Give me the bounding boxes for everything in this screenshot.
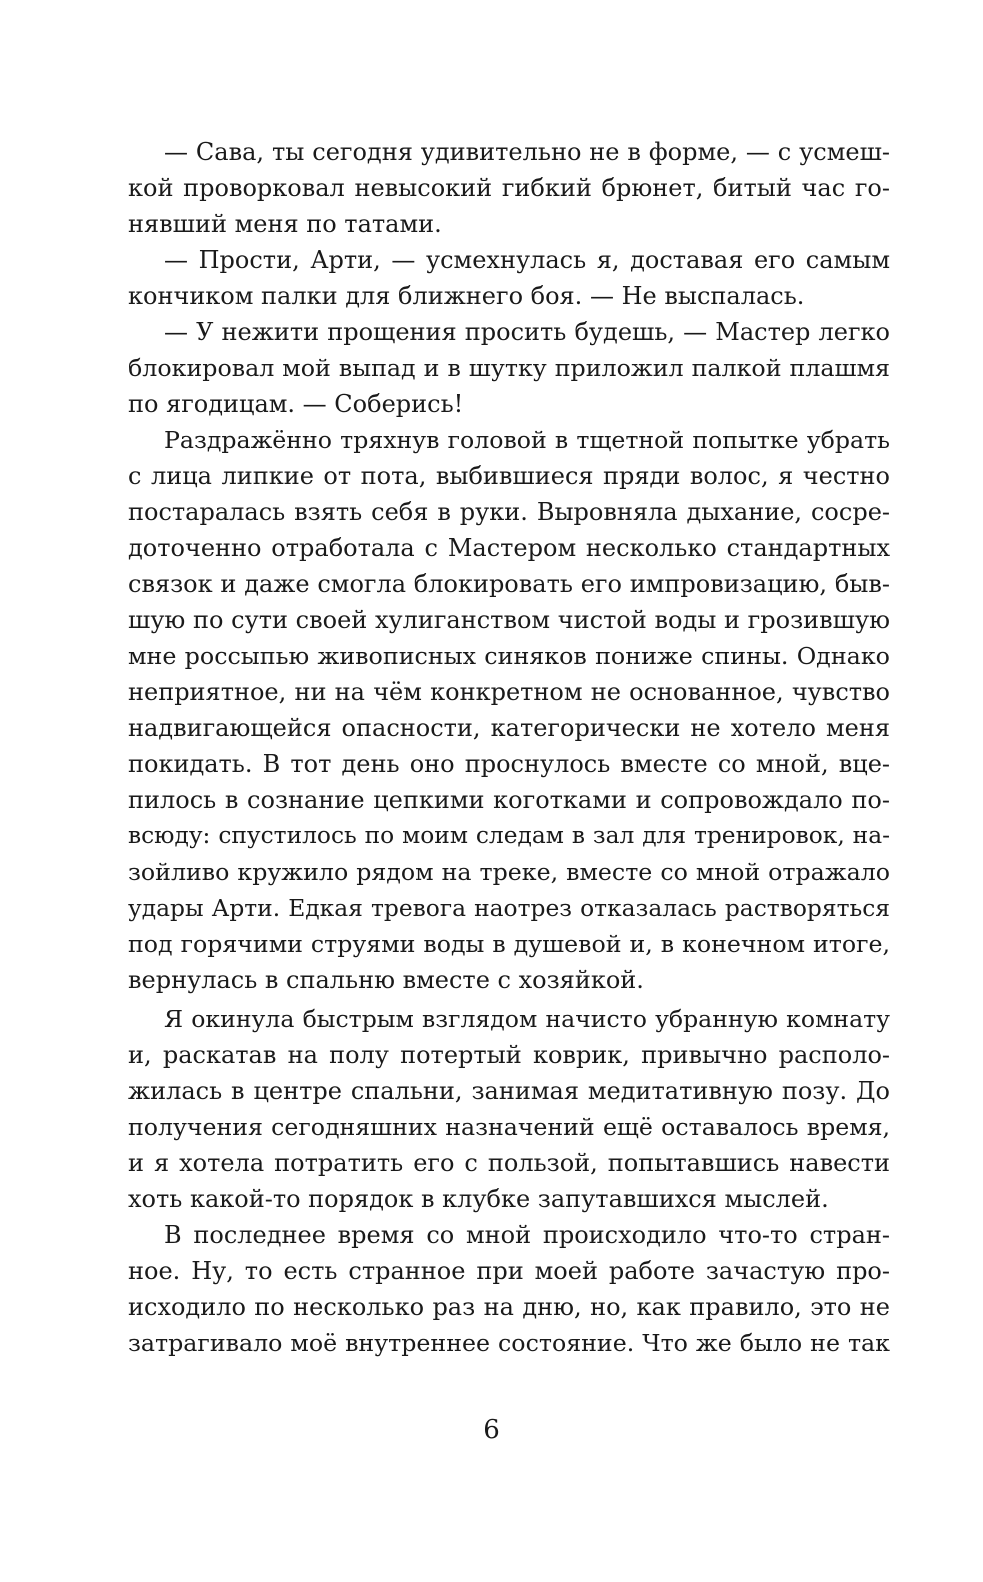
text-line: кой проворковал невысокий гибкий брюнет, битый час го- (128, 174, 890, 202)
text-line: мне россыпью живописных синяков пониже спины. Однако (128, 642, 890, 670)
text-line: постаралась взять себя в руки. Выровняла дыхание, сосре- (128, 498, 890, 526)
text-line: нявший меня по татами. (128, 210, 442, 238)
text-line: по ягодицам. — Соберись! (128, 390, 464, 418)
text-line: Я окинула быстрым взглядом начисто убранную комнату (164, 1005, 890, 1033)
text-line: В последнее время со мной происходило что-то стран- (164, 1221, 890, 1249)
text-line: ное. Ну, то есть странное при моей работе зачастую про- (128, 1257, 890, 1285)
text-line: и я хотела потратить его с пользой, попытавшись навести (128, 1149, 890, 1177)
text-line: зойливо кружило рядом на треке, вместе со мной отражало (128, 858, 890, 886)
text-line: связок и даже смогла блокировать его импровизацию, быв- (128, 570, 890, 598)
text-line: доточенно отработала с Мастером несколько стандартных (128, 534, 890, 562)
text-line: хоть какой-то порядок в клубке запутавшихся мыслей. (128, 1185, 829, 1213)
text-line: затрагивало моё внутреннее состояние. Что же было не так (128, 1329, 890, 1357)
text-line: шую по сути своей хулиганством чистой воды и грозившую (128, 606, 890, 634)
text-line: — Сава, ты сегодня удивительно не в форме, — с усмеш- (164, 138, 890, 166)
text-line: всюду: спустилось по моим следам в зал для тренировок, на- (128, 822, 890, 849)
text-line: под горячими струями воды в душевой и, в конечном итоге, (128, 930, 890, 958)
text-line: надвигающейся опасности, категорически не хотело меня (128, 714, 890, 742)
text-line: кончиком палки для ближнего боя. — Не выспалась. (128, 282, 805, 310)
text-line: удары Арти. Едкая тревога наотрез отказалась растворяться (128, 894, 890, 922)
text-line: и, раскатав на полу потертый коврик, привычно располо- (128, 1041, 890, 1069)
text-line: — У нежити прощения просить будешь, — Мастер легко (164, 318, 890, 346)
text-line: с лица липкие от пота, выбившиеся пряди волос, я честно (128, 462, 890, 490)
text-line: — Прости, Арти, — усмехнулась я, доставая его самым (164, 246, 890, 274)
text-line: исходило по несколько раз на дню, но, как правило, это не (128, 1293, 890, 1321)
text-line: Раздражённо тряхнув головой в тщетной попытке убрать (164, 426, 890, 454)
text-line: пилось в сознание цепкими коготками и сопровождало по- (128, 786, 890, 814)
page-number: 6 (483, 1415, 500, 1445)
text-line: покидать. В тот день оно проснулось вместе со мной, вце- (128, 750, 890, 778)
text-line: вернулась в спальню вместе с хозяйкой. (128, 966, 644, 994)
text-line: неприятное, ни на чём конкретном не основанное, чувство (128, 678, 890, 706)
text-line: получения сегодняшних назначений ещё оставалось время, (128, 1113, 890, 1141)
text-line: блокировал мой выпад и в шутку приложил палкой плашмя (128, 354, 890, 382)
text-line: жилась в центре спальни, занимая медитативную позу. До (128, 1077, 890, 1105)
